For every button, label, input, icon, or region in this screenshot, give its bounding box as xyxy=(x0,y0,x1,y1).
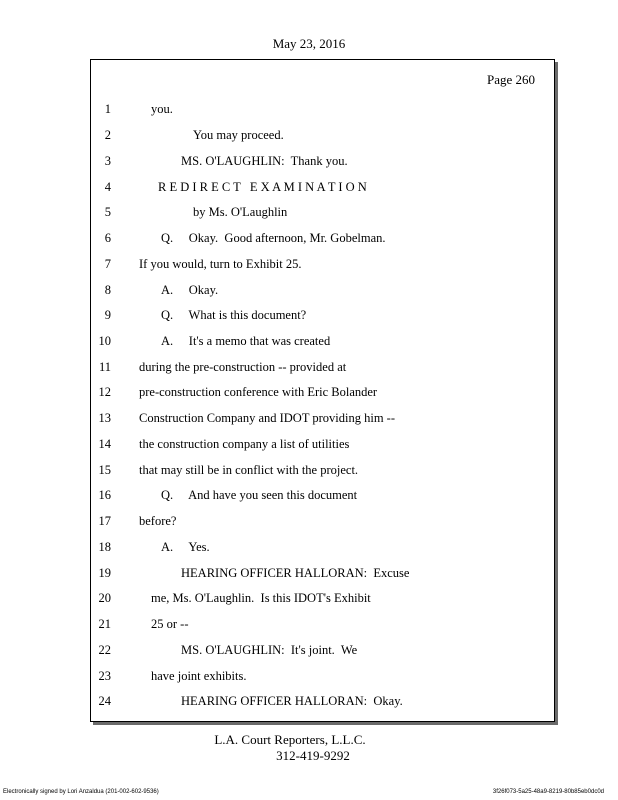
transcript-line xyxy=(91,257,554,275)
line-text: HEARING OFFICER HALLORAN: Excuse xyxy=(181,566,410,580)
line-text: R E D I R E C T E X A M I N A T I O N xyxy=(158,180,367,194)
transcript-line xyxy=(91,566,554,584)
line-number: 1 xyxy=(104,102,111,116)
line-number: 23 xyxy=(98,669,111,683)
line-number: 4 xyxy=(104,180,111,194)
line-text: you. xyxy=(151,102,173,116)
line-number: 6 xyxy=(104,231,111,245)
transcript-date: May 23, 2016 xyxy=(272,36,346,51)
line-text: If you would, turn to Exhibit 25. xyxy=(139,257,302,271)
line-number: 9 xyxy=(104,308,111,322)
line-number: 24 xyxy=(98,694,111,708)
line-text: HEARING OFFICER HALLORAN: Okay. xyxy=(181,694,403,708)
line-number: 12 xyxy=(98,385,111,399)
line-number: 21 xyxy=(98,617,111,631)
line-number: 16 xyxy=(98,488,111,502)
line-text: Q. What is this document? xyxy=(161,308,307,322)
transcript-line xyxy=(91,180,554,198)
line-number: 10 xyxy=(98,334,111,348)
transcript-line xyxy=(91,360,554,378)
line-number: 2 xyxy=(104,128,111,142)
line-number: 13 xyxy=(98,411,111,425)
transcript-line xyxy=(91,643,554,661)
transcript-line xyxy=(91,334,554,352)
line-text: me, Ms. O'Laughlin. Is this IDOT's Exhibit xyxy=(151,591,371,605)
line-text: pre-construction conference with Eric Bolander xyxy=(139,385,378,399)
line-number: 19 xyxy=(98,566,111,580)
transcript-line xyxy=(91,694,554,712)
line-number: 18 xyxy=(98,540,111,554)
line-number: 20 xyxy=(98,591,111,605)
transcript-line xyxy=(91,669,554,687)
line-text: that may still be in conflict with the project. xyxy=(139,463,359,477)
line-number: 14 xyxy=(98,437,111,451)
line-text: Construction Company and IDOT providing him -- xyxy=(139,411,395,425)
line-text: A. Okay. xyxy=(161,283,219,297)
electronic-signature: Electronically signed by Lori Anzaldua (201-002-602-9536) xyxy=(3,789,159,795)
line-text: MS. O'LAUGHLIN: It's joint. We xyxy=(181,643,358,657)
line-text: have joint exhibits. xyxy=(151,669,247,683)
transcript-line xyxy=(91,385,554,403)
line-number: 17 xyxy=(98,514,111,528)
transcript-line xyxy=(91,102,554,120)
line-number: 11 xyxy=(98,360,111,374)
line-text: Q. And have you seen this document xyxy=(161,488,358,502)
page-number: Page 260 xyxy=(486,72,535,87)
line-number: 3 xyxy=(104,154,111,168)
transcript-line xyxy=(91,205,554,223)
transcript-line xyxy=(91,514,554,532)
transcript-line xyxy=(91,154,554,172)
line-text: You may proceed. xyxy=(193,128,284,142)
document-hash: 3f26f073-5a25-48a9-8219-80b85eb0dc0d xyxy=(492,789,604,795)
line-text: A. Yes. xyxy=(161,540,210,554)
transcript-line xyxy=(91,437,554,455)
transcript-line xyxy=(91,411,554,429)
line-number: 8 xyxy=(104,283,111,297)
line-text: during the pre-construction -- provided at xyxy=(139,360,347,374)
line-text: Q. Okay. Good afternoon, Mr. Gobelman. xyxy=(161,231,386,245)
transcript-line xyxy=(91,540,554,558)
transcript-line xyxy=(91,591,554,609)
line-number: 7 xyxy=(104,257,111,271)
line-text: MS. O'LAUGHLIN: Thank you. xyxy=(181,154,348,168)
transcript-line xyxy=(91,128,554,146)
reporter-phone: 312-419-9292 xyxy=(276,748,350,763)
transcript-line xyxy=(91,617,554,635)
line-number: 5 xyxy=(104,205,111,219)
transcript-line xyxy=(91,283,554,301)
transcript-page xyxy=(90,59,555,722)
line-text: by Ms. O'Laughlin xyxy=(193,205,288,219)
transcript-line xyxy=(91,488,554,506)
line-text: A. It's a memo that was created xyxy=(161,334,331,348)
line-text: 25 or -- xyxy=(151,617,189,631)
line-number: 22 xyxy=(98,643,111,657)
line-text: before? xyxy=(139,514,177,528)
line-number: 15 xyxy=(98,463,111,477)
reporter-company: L.A. Court Reporters, L.L.C. xyxy=(214,732,366,747)
transcript-line xyxy=(91,308,554,326)
line-text: the construction company a list of utilities xyxy=(139,437,350,451)
transcript-line xyxy=(91,231,554,249)
transcript-line xyxy=(91,463,554,481)
